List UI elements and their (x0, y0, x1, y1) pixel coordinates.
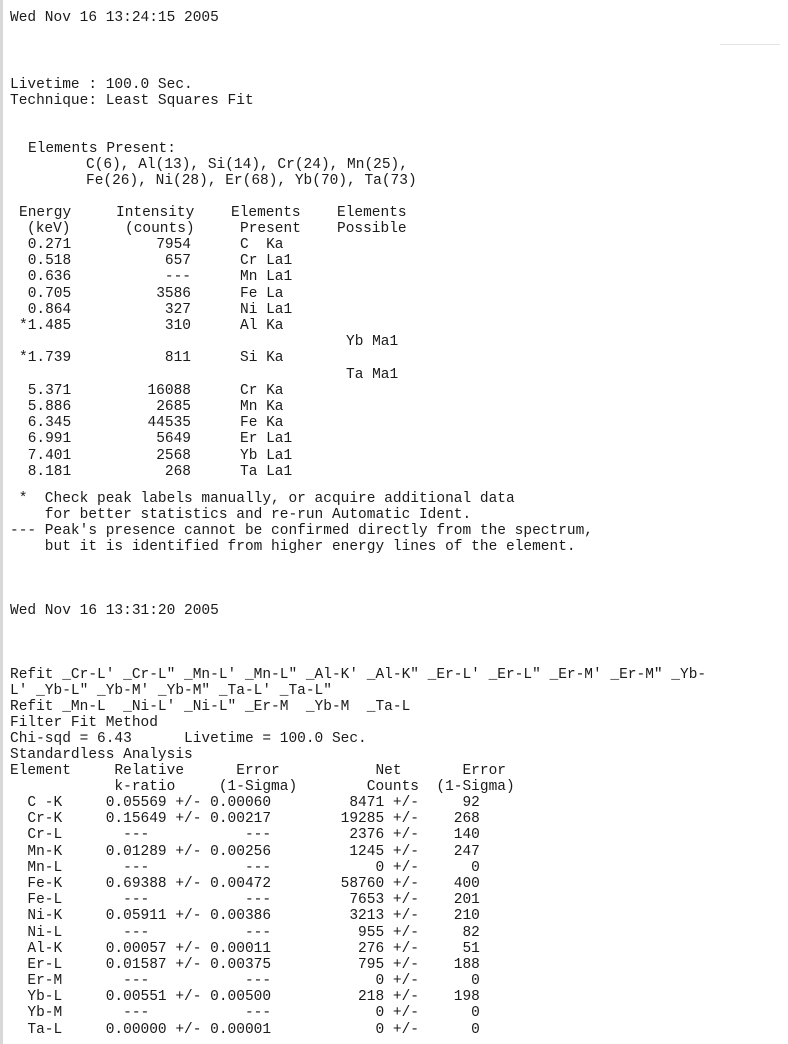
header-energy: Energy (19, 205, 72, 221)
fit-method: Filter Fit Method (10, 715, 158, 731)
ident-cell-energy: *1.485 (19, 318, 72, 334)
ident-cell-intensity: 16088 (147, 382, 191, 399)
ident-cell-energy: 8.181 (19, 463, 72, 480)
quant-row: Ta-L 0.00000 +/- 0.00001 0 +/- 0 (10, 1021, 480, 1038)
quant-table (10, 795, 480, 1038)
quant-row: Fe-L --- --- 7653 +/- 201 (10, 892, 480, 909)
scan-edge (0, 0, 3, 1044)
header-present: Present (240, 221, 301, 237)
ident-cell-intensity: 811 (164, 350, 191, 367)
refit-line2: L' _Yb-L" _Yb-M' _Yb-M" _Ta-L' _Ta-L" (10, 683, 332, 699)
ident-cell-present: Yb La1 (240, 447, 293, 464)
ident-cell-energy: 0.518 (19, 253, 72, 270)
ident-cell-intensity: 2685 (156, 399, 191, 415)
ident-cell-energy: 0.271 (19, 237, 72, 253)
ident-cell-present: Mn Ka (240, 399, 284, 415)
ident-cell-intensity: 327 (164, 301, 191, 318)
header-possible: Possible (337, 221, 407, 237)
ident-cell-intensity: 3586 (156, 285, 191, 302)
header-energy-unit: (keV) (27, 221, 71, 237)
report1-technique: Technique: Least Squares Fit (10, 93, 254, 109)
quant-row: C -K 0.05569 +/- 0.00060 8471 +/- 92 (10, 795, 480, 811)
ident-cell-possible: Yb Ma1 (346, 334, 399, 351)
ident-cell-intensity: 5649 (156, 431, 191, 448)
ident-cell-energy: *1.739 (19, 350, 72, 367)
note2-line2: but it is identified from higher energy lines of the element. (10, 539, 576, 555)
ident-cell-present: Cr Ka (240, 382, 284, 399)
note1-line1: * Check peak labels manually, or acquire additional data (10, 491, 515, 507)
ident-cell-energy: 5.371 (19, 382, 72, 399)
refit-line1: Refit _Cr-L' _Cr-L" _Mn-L' _Mn-L" _Al-K' _Al-K" _Er-L' _Er-L" _Er-M' _Er-M" _Yb- (10, 667, 707, 683)
quant-header-line2: k-ratio (1-Sigma) Counts (1-Sigma) (10, 779, 515, 795)
refit-line3: Refit _Mn-L _Ni-L' _Ni-L" _Er-M _Yb-M _Ta-L (10, 699, 411, 715)
ident-cell-energy: 7.401 (19, 447, 72, 464)
ident-cell-intensity: 2568 (156, 447, 191, 464)
ident-cell-present: Fe Ka (240, 415, 284, 432)
ident-cell-intensity: --- (164, 269, 191, 286)
ident-cell-present: Cr La1 (240, 253, 293, 270)
quant-row: Cr-L --- --- 2376 +/- 140 (10, 827, 480, 844)
quant-row: Yb-L 0.00551 +/- 0.00500 218 +/- 198 (10, 989, 480, 1006)
header-intensity: Intensity (116, 205, 195, 221)
ident-cell-present: Mn La1 (240, 269, 293, 286)
header-intensity-unit: (counts) (125, 221, 195, 237)
report1-livetime: Livetime : 100.0 Sec. (10, 77, 193, 93)
report2-timestamp: Wed Nov 16 13:31:20 2005 (10, 603, 219, 619)
note1-line2: for better statistics and re-run Automatic Ident. (10, 507, 472, 523)
elements-list-line1: C(6), Al(13), Si(14), Cr(24), Mn(25), (86, 157, 408, 173)
quant-row: Yb-M --- --- 0 +/- 0 (10, 1005, 480, 1022)
header-elements: Elements (231, 205, 301, 221)
ident-cell-present: Er La1 (240, 431, 293, 448)
report1-timestamp: Wed Nov 16 13:24:15 2005 (10, 10, 219, 26)
ident-cell-intensity: 310 (164, 318, 191, 334)
ident-cell-present: Ni La1 (240, 301, 293, 318)
standardless-analysis: Standardless Analysis (10, 747, 193, 763)
quant-row: Ni-L --- --- 955 +/- 82 (10, 924, 480, 941)
ident-cell-present: C Ka (240, 237, 284, 253)
quant-row: Mn-L --- --- 0 +/- 0 (10, 859, 480, 876)
ident-cell-intensity: 7954 (156, 237, 191, 253)
scan-artifact (720, 44, 780, 45)
ident-cell-energy: 6.345 (19, 415, 72, 432)
elements-present-heading: Elements Present: (28, 141, 176, 157)
ident-cell-energy: 5.886 (19, 399, 72, 415)
ident-cell-present: Ta La1 (240, 463, 293, 480)
ident-cell-energy: 0.705 (19, 285, 72, 302)
quant-row: Cr-K 0.15649 +/- 0.00217 19285 +/- 268 (10, 811, 480, 828)
ident-cell-intensity: 268 (164, 463, 191, 480)
chi-sqd-livetime: Chi-sqd = 6.43 Livetime = 100.0 Sec. (10, 731, 367, 747)
quant-row: Ni-K 0.05911 +/- 0.00386 3213 +/- 210 (10, 908, 480, 925)
ident-cell-energy: 6.991 (19, 431, 72, 448)
quant-row: Fe-K 0.69388 +/- 0.00472 58760 +/- 400 (10, 875, 480, 892)
note2-line1: --- Peak's presence cannot be confirmed directly from the spectrum, (10, 523, 593, 539)
ident-cell-present: Fe La (240, 285, 284, 302)
quant-row: Er-L 0.01587 +/- 0.00375 795 +/- 188 (10, 956, 480, 973)
ident-cell-energy: 0.864 (19, 301, 72, 318)
quant-row: Al-K 0.00057 +/- 0.00011 276 +/- 51 (10, 940, 480, 957)
quant-row: Er-M --- --- 0 +/- 0 (10, 973, 480, 990)
elements-list-line2: Fe(26), Ni(28), Er(68), Yb(70), Ta(73) (86, 173, 417, 189)
ident-cell-possible: Ta Ma1 (346, 366, 399, 383)
ident-cell-energy: 0.636 (19, 269, 72, 286)
quant-row: Mn-K 0.01289 +/- 0.00256 1245 +/- 247 (10, 843, 480, 860)
ident-cell-present: Si Ka (240, 350, 284, 367)
ident-cell-intensity: 44535 (147, 415, 191, 432)
ident-cell-intensity: 657 (164, 253, 191, 270)
header-elements-possible: Elements (337, 205, 407, 221)
ident-cell-present: Al Ka (240, 318, 284, 334)
quant-header-line1: Element Relative Error Net Error (10, 763, 506, 779)
